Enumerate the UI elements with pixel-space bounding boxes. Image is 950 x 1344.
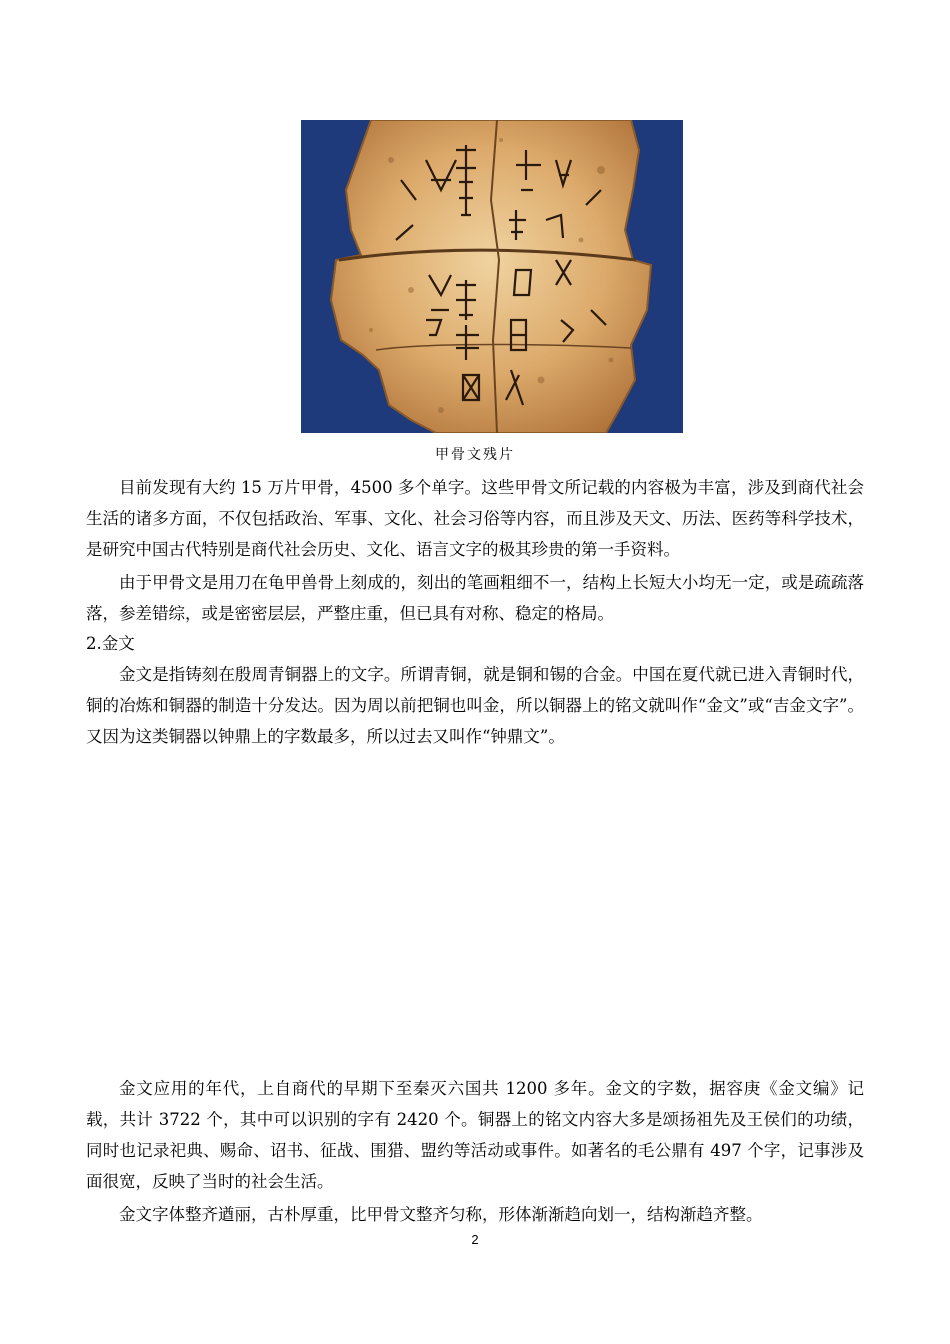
paragraph-bronze-style: 金文字体整齐遒丽，古朴厚重，比甲骨文整齐匀称，形体渐渐趋向划一，结构渐趋齐整。 bbox=[119, 1205, 763, 1224]
oracle-bone-fragment-image bbox=[301, 120, 683, 433]
oracle-bone-illustration bbox=[301, 120, 683, 433]
page-number: 2 bbox=[471, 1232, 479, 1247]
paragraph-bronze-definition: 金文是指铸刻在殷周青铜器上的文字。所谓青铜，就是铜和锡的合金。中国在夏代就已进入青铜时代，铜的冶炼和铜器的制造十分发达。因为周以前把铜也叫金，所以铜器上的铭文就叫作“金文”或“吉金文字”。又因为这类铜器以钟鼎上的字数最多，所以过去又叫作“钟鼎文”。 bbox=[86, 665, 864, 746]
paragraph-oracle-bone-discovery: 目前发现有大约 15 万片甲骨，4500 多个单字。这些甲骨文所记载的内容极为丰富，涉及到商代社会生活的诸多方面，不仅包括政治、军事、文化、社会习俗等内容，而且涉及天文、历法、医药等科学技术，是研究中国古代特别是商代社会历史、文化、语言文字的极其珍贵的第一手资料。 bbox=[86, 478, 864, 559]
paragraph-bronze-history: 金文应用的年代，上自商代的早期下至秦灭六国共 1200 多年。金文的字数，据容庚《金文编》记载，共计 3722 个，其中可以识别的字有 2420 个。铜器上的铭文内容大多是颂扬祖先及王侯们的功绩，同时也记录祀典、赐命、诏书、征战、围猎、盟约等活动或事件。如著名的毛公鼎有 497 个字，记事涉及面很宽，反映了当时的社会生活。 bbox=[86, 1079, 864, 1191]
figure-caption: 甲骨文残片 bbox=[435, 447, 515, 463]
section-heading-bronze-inscriptions: 2.金文 bbox=[86, 634, 135, 653]
paragraph-oracle-bone-style: 由于甲骨文是用刀在龟甲兽骨上刻成的，刻出的笔画粗细不一，结构上长短大小均无一定，或是疏疏落落，参差错综，或是密密层层，严整庄重，但已具有对称、稳定的格局。 bbox=[86, 573, 864, 623]
